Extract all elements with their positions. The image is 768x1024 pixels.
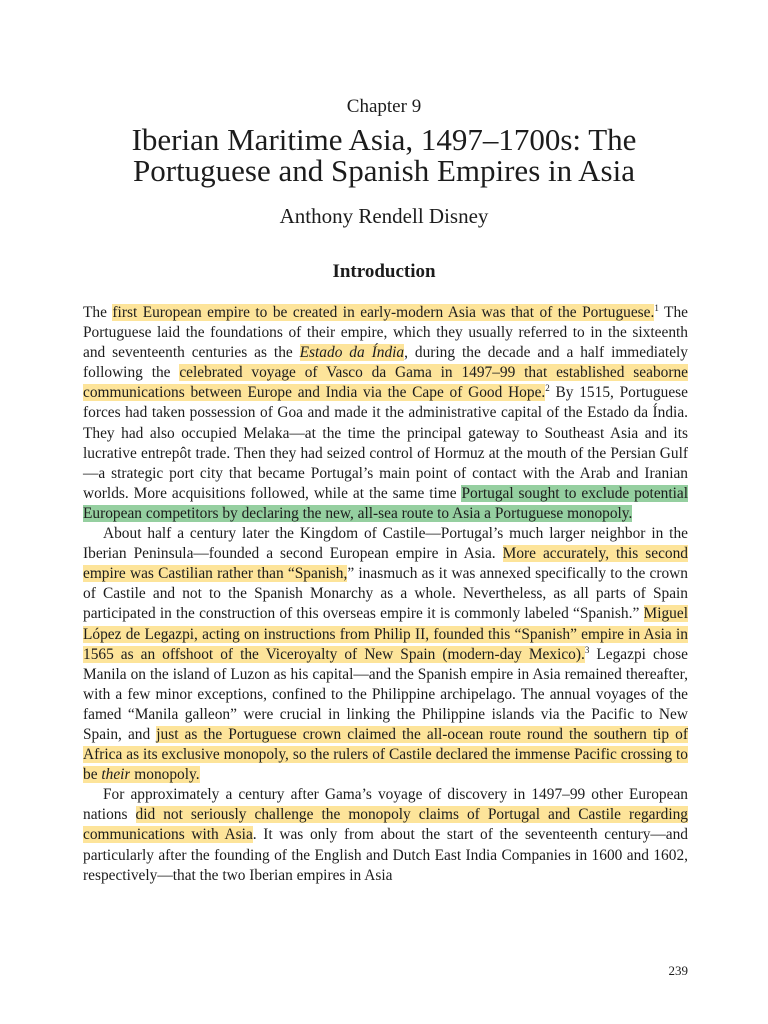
text-run: About half a century later the Kingdom of Castile—Portugal’s much larger neighbor in the Iberian Peninsula—founded a second European empire in Asia. — [83, 525, 688, 563]
highlighted-text: did not seriously challenge the monopoly claims of Portugal and Castile regarding communications with Asia — [83, 806, 688, 844]
highlighted-text: first European empire to be created in early-modern Asia was that of the Portuguese. — [112, 304, 655, 321]
page-number: 239 — [668, 963, 688, 978]
highlighted-text-green: Portugal sought to exclude potential European competitors by declaring the new, all-sea route to Asia a Portuguese monopoly. — [83, 484, 688, 522]
highlighted-text: Estado da Índia — [299, 344, 405, 362]
paragraph-3 — [83, 785, 688, 885]
section-heading: Introduction — [332, 261, 436, 282]
paragraph-2 — [83, 524, 688, 785]
text-run: The Portuguese laid the foundations of their empire, which they usually referred to in the sixteenth and seventeenth centuries as the — [83, 304, 688, 362]
highlighted-text: just as the Portuguese crown claimed the all-ocean route round the southern tip of Africa as its exclusive monopoly, so the rulers of Castile declared the immense Pacific crossing to be — [83, 725, 689, 784]
highlighted-text: More accurately, this second empire was Castilian rather than “Spanish, — [83, 545, 688, 583]
paragraph-1 — [83, 303, 688, 524]
highlighted-text: celebrated voyage of Vasco da Gama in 1497–99 that established seaborne communications between Europe and India via the Cape of Good Hope. — [83, 364, 688, 402]
footnote-marker: 2 — [545, 383, 550, 394]
chapter-title-line-1: Iberian Maritime Asia, 1497–1700s: The — [131, 122, 637, 157]
text-run: For approximately a century after Gama’s voyage of discovery in 1497–99 other European nations — [83, 786, 688, 824]
text-run: Legazpi chose Manila on the island of Luzon as his capital—and the Spanish empire in Asia remained thereafter, with a few minor exceptions, confined to the Philippine archipelago. The annual voyages of the famed “Manila galleon” were crucial in linking the Philippine islands via the Pacific to New Spain, and — [83, 645, 688, 743]
highlighted-text: Miguel López de Legazpi, acting on instructions from Philip II, founded this “Spanish” empire in Asia in 1565 as an offshoot of the Viceroyalty of New Spain (modern-day Mexico). — [83, 605, 688, 663]
highlighted-text: their — [101, 766, 131, 784]
footnote-marker: 3 — [584, 644, 590, 655]
highlighted-text: monopoly. — [130, 766, 200, 784]
footnote-marker: 1 — [654, 303, 659, 313]
chapter-title — [60, 124, 708, 186]
text-run: . It was only from about the start of the seventeenth century—and particularly after the founding of the English and Dutch East India Companies in 1600 and 1602, respectively—that the two Iberian empires in Asia — [83, 826, 689, 884]
text-run: The — [83, 304, 113, 321]
text-run: ” inasmuch as it was annexed specifically to the crown of Castile and not to the Spanish Monarchy as a whole. Nevertheless, as all parts of Spain participated in the construction of this overseas empire it is commonly labeled “Spanish.” — [83, 565, 688, 623]
text-run: , during the decade and a half immediately following the — [83, 344, 688, 382]
text-run: By 1515, Portuguese forces had taken possession of Goa and made it the administrative capital of the Estado da Índia. They had also occupied Melaka—at the time the principal gateway to Southeast Asia and its lucrative entrepôt trade. Then they had seized control of Hormuz at the mouth of the Persian Gulf—a strategic port city that became Portugal’s main point of contact with the Arab and Iranian worlds. More acquisitions followed, while at the same time — [83, 384, 689, 502]
chapter-label: Chapter 9 — [346, 96, 422, 117]
body-text — [83, 303, 688, 886]
author-name: Anthony Rendell Disney — [279, 204, 489, 228]
chapter-title-line-2: Portuguese and Spanish Empires in Asia — [133, 153, 635, 188]
